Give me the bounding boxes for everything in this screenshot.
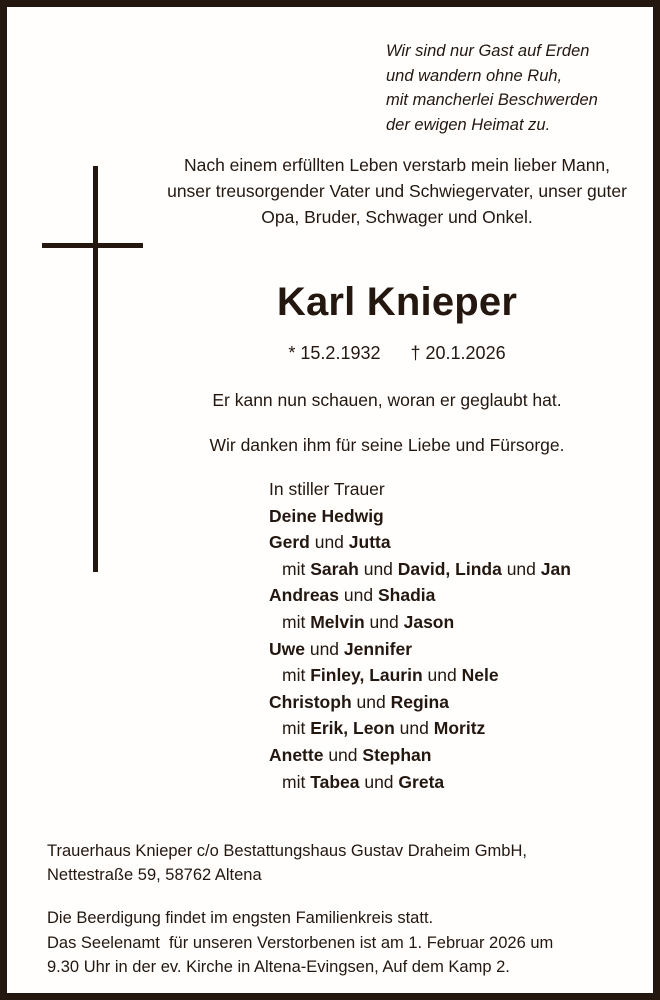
memorial-verse [386, 39, 656, 137]
farewell-line-1: Er kann nun schauen, woran er geglaubt hat. [212, 390, 562, 410]
mourner-connector: mit [282, 611, 311, 632]
mourner-connector: und [364, 611, 404, 632]
service-line-3: 9.30 Uhr in der ev. Kirche in Altena-Evingsen, Auf dem Kamp 2. [47, 958, 510, 976]
mourner-connector: mit [282, 558, 311, 579]
mourner-name: Deine Hedwig [269, 505, 384, 526]
mourner-name: Shadia [377, 585, 436, 606]
mourners-list [269, 476, 639, 795]
mourner-connector: und [309, 532, 349, 553]
mourner-line [269, 503, 639, 530]
service-line-2: Das Seelenamt für unseren Verstorbenen ist am 1. Februar 2026 um [47, 933, 554, 952]
mourner-name: Uwe [269, 638, 305, 659]
mourner-children-line [269, 715, 639, 742]
mourner-connector: und [323, 744, 363, 765]
mourner-connector: und [394, 718, 434, 739]
mourner-name: David, Linda [397, 558, 502, 579]
mourner-line [269, 742, 639, 769]
mourner-connector: mit [282, 771, 311, 792]
mourner-connector: mit [282, 665, 311, 686]
mourner-children-line [269, 609, 639, 636]
verse-line-4: der ewigen Heimat zu. [386, 115, 551, 134]
mourner-name: Melvin [310, 611, 365, 632]
cross-vertical-bar [93, 166, 98, 572]
mourner-name: Finley, Laurin [310, 665, 423, 686]
funeral-home-line-2: Nettestraße 59, 58762 Altena [47, 866, 262, 884]
mourner-line [269, 529, 639, 556]
mourner-name: Stephan [362, 744, 432, 765]
mourner-connector: und [358, 558, 398, 579]
mourner-name: Sarah [310, 558, 359, 579]
funeral-home-line-1: Trauerhaus Knieper c/o Bestattungshaus Gustav Draheim GmbH, [47, 842, 527, 860]
mourner-name: Christoph [269, 691, 352, 712]
mourner-line [269, 636, 639, 663]
verse-line-2: und wandern ohne Ruh, [386, 66, 563, 85]
mourner-name: Moritz [433, 718, 486, 739]
mourner-name: Andreas [269, 585, 340, 606]
mourner-name: Greta [398, 771, 445, 792]
mourner-connector: und [304, 638, 344, 659]
mourner-name: Jan [540, 558, 571, 579]
deceased-dates: * 15.2.1932 † 20.1.2026 [288, 343, 506, 363]
mourner-connector: und [422, 665, 462, 686]
mourner-name: Nele [461, 665, 499, 686]
intro-text: Nach einem erfüllten Leben verstarb mein lieber Mann, unser treusorgender Vater und Schwiegervater, unser guter Opa, Bruder, Schwager und Onkel. [167, 155, 627, 227]
mourner-name: Erik, Leon [310, 718, 395, 739]
verse-line-3: mit mancherlei Beschwerden [386, 91, 598, 109]
mourner-connector: mit [282, 718, 311, 739]
verse-line-1: Wir sind nur Gast auf Erden [386, 42, 590, 60]
mourner-name: Jennifer [343, 638, 412, 659]
mourners-heading: In stiller Trauer [269, 479, 385, 499]
mourner-entries [269, 503, 639, 796]
cross-horizontal-bar [42, 243, 143, 248]
mourner-connector: und [339, 585, 378, 606]
mourner-connector: und [351, 691, 391, 712]
mourner-children-line [269, 556, 639, 583]
mourner-name: Jason [403, 611, 455, 632]
service-information [47, 906, 632, 980]
notice-inner [7, 7, 653, 993]
mourner-children-line [269, 769, 639, 796]
farewell-text [137, 389, 637, 456]
mourner-children-line [269, 662, 639, 689]
mourner-line [269, 582, 639, 609]
cross-icon [42, 166, 152, 576]
mourner-name: Tabea [310, 771, 360, 792]
farewell-line-2: Wir danken ihm für seine Liebe und Fürsorge. [209, 435, 565, 455]
mourner-name: Regina [390, 691, 449, 712]
mourner-connector: und [501, 558, 541, 579]
funeral-home-address [47, 839, 627, 887]
mourner-connector: und [359, 771, 399, 792]
mourner-name: Gerd [269, 532, 310, 553]
service-line-1: Die Beerdigung findet im engsten Familienkreis statt. [47, 909, 434, 927]
mourner-name: Anette [269, 744, 324, 765]
mourner-name: Jutta [348, 532, 391, 553]
mourner-line [269, 689, 639, 716]
deceased-name: Karl Knieper [276, 280, 518, 324]
